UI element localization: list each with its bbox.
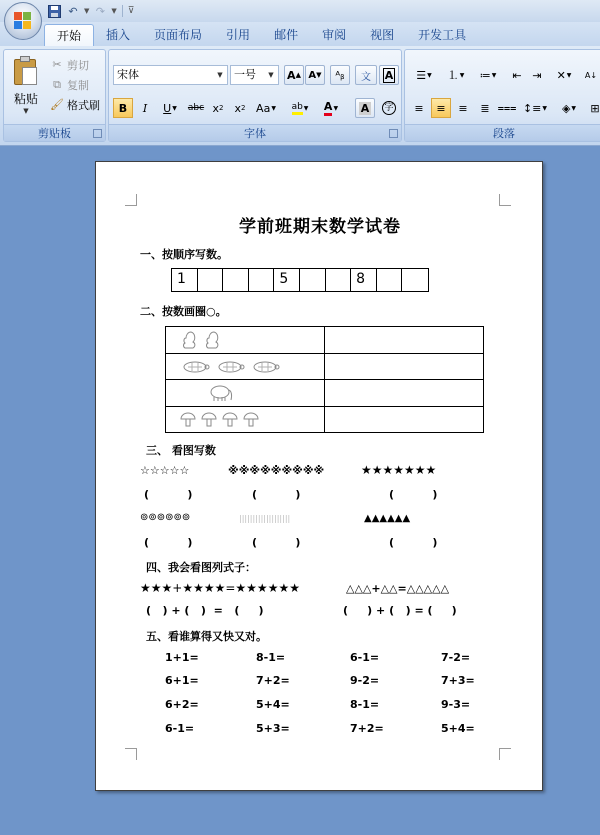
number-box	[326, 269, 352, 291]
solid-stars: ★★★★★★★	[361, 463, 437, 477]
blank-paren: ( )	[389, 536, 438, 549]
squirrel-icon	[180, 330, 198, 350]
subscript-button[interactable]: x 2	[212, 101, 224, 115]
mushroom-row	[166, 411, 324, 427]
ribbon	[0, 46, 600, 146]
clipboard-group	[3, 49, 106, 142]
triangles: ▲▲▲▲▲▲	[364, 513, 411, 524]
hollow-stars: ☆☆☆☆☆	[140, 464, 190, 477]
squirrel-row	[166, 330, 324, 350]
turtle-row	[166, 359, 324, 373]
sort-icon[interactable]: A↓	[584, 70, 598, 80]
calc-item: 7+2=	[350, 722, 384, 735]
font-group-label: 字体	[109, 124, 401, 141]
mushroom-icon	[180, 411, 196, 427]
chevron-down-icon[interactable]: ▼	[217, 71, 223, 79]
paste-button[interactable]	[8, 54, 44, 120]
undo-dropdown-icon[interactable]: ▼	[84, 7, 90, 15]
distributed-icon[interactable]: ⩶	[497, 101, 517, 114]
crop-mark	[125, 194, 137, 206]
number-sequence-boxes	[171, 268, 429, 292]
tab-view[interactable]: 视图	[370, 28, 395, 42]
squirrel-icon	[203, 330, 221, 350]
circle-dots: ⊚⊚⊚⊚⊚⊚	[140, 512, 191, 523]
document-title: 学前班期末数学试卷	[239, 217, 401, 237]
tab-page-layout[interactable]: 页面布局	[154, 28, 203, 42]
superscript-button[interactable]: x 2	[234, 101, 246, 115]
justify-icon[interactable]: ≣	[480, 101, 490, 115]
tab-home[interactable]: 开始	[44, 24, 94, 46]
number-box	[300, 269, 326, 291]
number-box	[402, 269, 428, 291]
section-5-heading: 五、看谁算得又快又对。	[146, 630, 267, 643]
font-size-combo[interactable]	[230, 65, 279, 85]
reference-marks: ※※※※※※※※※	[228, 464, 325, 477]
align-center-icon[interactable]: ≡	[431, 98, 451, 118]
save-icon[interactable]	[46, 3, 62, 19]
blank-paren: ( )	[144, 536, 193, 549]
calc-item: 5+4=	[256, 698, 290, 711]
paste-dropdown-icon[interactable]: ▼	[23, 107, 29, 115]
copy-icon: ⧉	[53, 78, 61, 91]
font-name-value: 宋体	[117, 68, 139, 81]
tab-insert[interactable]: 插入	[106, 28, 131, 42]
cut-label: 剪切	[67, 59, 89, 72]
character-shading-icon[interactable]: A	[355, 98, 375, 118]
multilevel-list-button[interactable]: ≔ ▼	[479, 68, 497, 82]
number-box: 1	[172, 269, 198, 291]
office-logo-icon	[14, 12, 32, 30]
strikethrough-button[interactable]: abc	[187, 103, 205, 113]
font-color-button[interactable]: A ▼	[317, 98, 345, 118]
paragraph-group	[404, 49, 600, 142]
calc-item: 6-1=	[350, 651, 380, 664]
calc-item: 9-3=	[441, 698, 471, 711]
calc-item: 8-1=	[256, 651, 286, 664]
blank-paren: ( )	[252, 536, 301, 549]
align-left-icon[interactable]: ≡	[414, 101, 424, 115]
number-box	[377, 269, 403, 291]
font-group	[108, 49, 402, 142]
chevron-down-icon[interactable]: ▼	[268, 71, 274, 79]
paintbrush-icon: 🖌	[50, 98, 64, 111]
format-painter-button[interactable]	[50, 96, 100, 114]
chinese-layout-button[interactable]: ✕ ▼	[556, 68, 572, 82]
copy-button[interactable]	[50, 76, 89, 94]
elephant-row	[166, 384, 324, 402]
number-box: 8	[351, 269, 377, 291]
mushroom-icon	[201, 411, 217, 427]
bold-button[interactable]: B	[113, 98, 133, 118]
number-box	[223, 269, 249, 291]
redo-dropdown-icon[interactable]: ▼	[111, 7, 117, 15]
calc-item: 8-1=	[350, 698, 380, 711]
tab-mailings[interactable]: 邮件	[274, 28, 299, 42]
bullets-button[interactable]: ☰ ▼	[416, 68, 432, 82]
elephant-icon	[208, 384, 234, 402]
font-dialog-launcher-icon[interactable]	[389, 129, 398, 138]
number-box	[249, 269, 275, 291]
format-painter-label: 格式刷	[67, 99, 100, 112]
section-3-heading: 三、 看图写数	[146, 444, 216, 457]
font-name-combo[interactable]	[113, 65, 228, 85]
blank-paren: ( )	[389, 488, 438, 501]
copy-label: 复制	[67, 79, 89, 92]
align-right-icon[interactable]: ≡	[458, 101, 468, 115]
count-pictures-table	[165, 326, 484, 433]
blank-paren: ( )	[252, 488, 301, 501]
increase-indent-icon[interactable]: ⇥	[532, 68, 542, 82]
font-size-value: 一号	[234, 68, 256, 81]
turtle-icon	[215, 359, 245, 373]
paragraph-group-label: 段落	[405, 124, 600, 141]
grow-font-button[interactable]: A ▲	[284, 65, 304, 85]
paste-icon	[12, 56, 40, 86]
tab-developer[interactable]: 开发工具	[418, 28, 467, 42]
qat-separator	[122, 5, 123, 17]
phonetic-guide-icon[interactable]: 文	[355, 65, 377, 85]
underline-button[interactable]: U ▼	[163, 101, 177, 115]
number-box	[198, 269, 224, 291]
tab-references[interactable]: 引用	[226, 28, 251, 42]
scissors-icon: ✂	[52, 58, 62, 71]
undo-icon[interactable]: ↶	[68, 4, 78, 18]
customize-qat-icon[interactable]: ⊽	[127, 6, 135, 16]
crop-mark	[499, 194, 511, 206]
turtle-icon	[180, 359, 210, 373]
crop-mark	[125, 748, 137, 760]
equation-blanks: ( ) + ( ) = ( )	[343, 604, 457, 617]
change-case-button[interactable]: Aa ▼	[256, 101, 276, 115]
paste-label: 粘贴	[13, 92, 38, 106]
turtle-icon	[250, 359, 280, 373]
calc-item: 7+2=	[256, 674, 290, 687]
decrease-indent-icon[interactable]: ⇤	[512, 68, 522, 82]
shading-button[interactable]: ◈ ▼	[561, 101, 577, 115]
text-highlight-button[interactable]: ab ▼	[286, 98, 314, 118]
mushroom-icon	[243, 411, 259, 427]
shrink-font-button[interactable]: A ▼	[305, 65, 325, 85]
enclose-characters-icon[interactable]: 字	[379, 98, 399, 118]
star-equation: ★★★+★★★★=★★★★★★	[140, 581, 300, 595]
numbering-button[interactable]: ⒈ ▼	[447, 69, 465, 82]
calc-item: 6+2=	[165, 698, 199, 711]
calc-item: 5+3=	[256, 722, 290, 735]
redo-icon[interactable]: ↷	[95, 4, 105, 18]
calc-item: 7-2=	[441, 651, 471, 664]
clipboard-dialog-launcher-icon[interactable]	[93, 129, 102, 138]
line-spacing-button[interactable]: ↕≡ ▼	[522, 101, 548, 115]
calc-item: 6-1=	[165, 722, 195, 735]
calc-item: 9-2=	[350, 674, 380, 687]
number-box: 5	[274, 269, 300, 291]
calc-item: 6+1=	[165, 674, 199, 687]
tally-lines: |||||||||||||||||||	[239, 514, 291, 523]
crop-mark	[499, 748, 511, 760]
tab-review[interactable]: 审阅	[322, 28, 347, 42]
section-4-heading: 四、我会看图列式子：	[146, 561, 256, 574]
triangle-equation: △△△+△△=△△△△△	[346, 582, 450, 595]
blank-paren: ( )	[144, 488, 193, 501]
mushroom-icon	[222, 411, 238, 427]
document-page[interactable]	[95, 161, 543, 791]
equation-blanks: ( ) + ( ) = ( )	[146, 604, 264, 617]
calc-item: 1+1=	[165, 651, 199, 664]
clipboard-group-label: 剪贴板	[4, 124, 105, 141]
borders-icon[interactable]: ⊞	[590, 101, 600, 115]
cut-button[interactable]	[50, 56, 89, 74]
section-2-heading: 二、按数画圈○。	[140, 305, 227, 318]
office-button[interactable]	[4, 2, 42, 40]
section-1-heading: 一、按顺序写数。	[140, 248, 228, 261]
character-border-icon[interactable]: A	[379, 65, 399, 85]
italic-button[interactable]: I	[142, 101, 148, 115]
ribbon-tabs	[44, 24, 478, 46]
clear-formatting-icon[interactable]: ᴬᵦ	[330, 65, 350, 85]
quick-access-toolbar	[46, 3, 134, 19]
calc-item: 7+3=	[441, 674, 475, 687]
calc-item: 5+4=	[441, 722, 475, 735]
